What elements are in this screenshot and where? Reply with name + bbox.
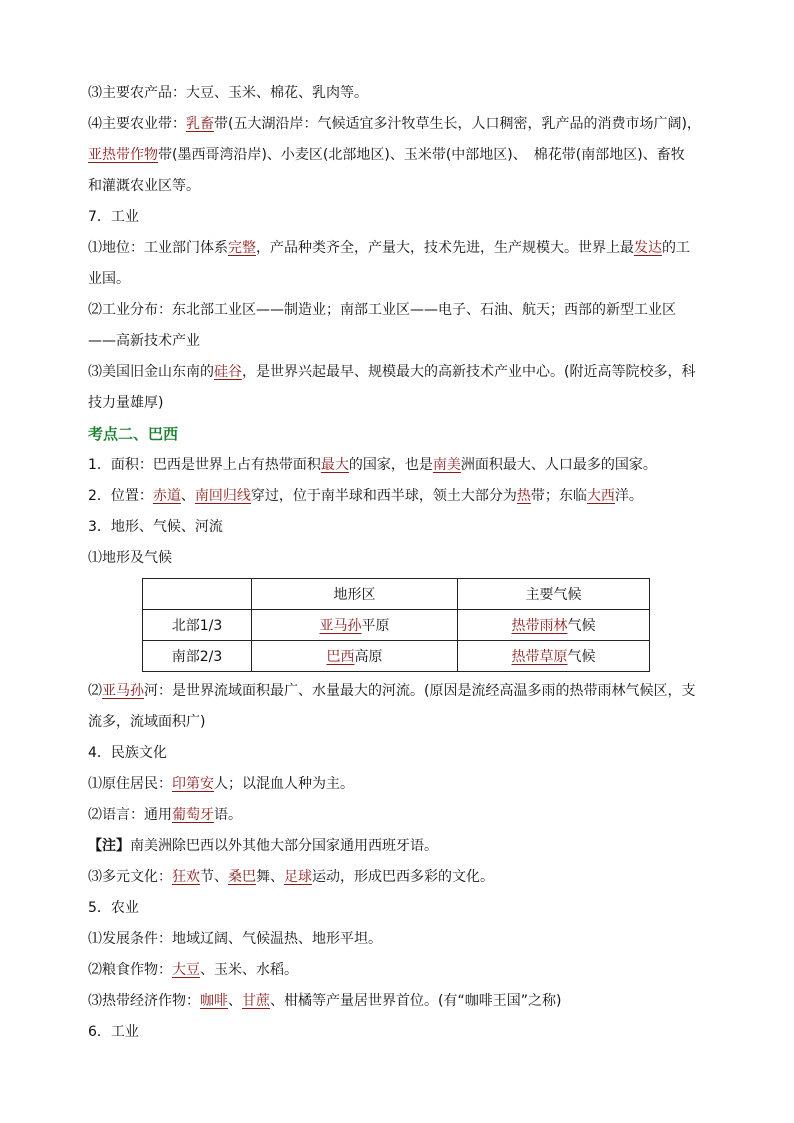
text-segment: 语。 <box>214 807 242 823</box>
text-line <box>88 707 708 738</box>
text-line <box>88 831 708 862</box>
text-segment: 流多，流域面积广) <box>88 714 206 730</box>
underlined-answer: 印第安 <box>172 776 214 792</box>
text-segment: 运动，形成巴西多彩的文化。 <box>312 869 494 885</box>
text-segment: 北部1/3 <box>171 618 223 634</box>
underlined-answer: 桑巴 <box>228 869 256 885</box>
table-header-row <box>143 579 650 610</box>
text-segment: 、柑橘等产量居世界首位。(有“咖啡王国”之称) <box>270 993 562 1009</box>
text-line <box>88 388 708 419</box>
text-segment: ⑷主要农业带： <box>88 116 186 132</box>
table-header-cell: 地形区 <box>252 579 458 610</box>
text-segment: 带(墨西哥湾沿岸)、小麦区(北部地区)、玉米带(中部地区)、 棉花带(南部地区)、畜牧 <box>158 147 685 163</box>
text-line <box>88 109 708 140</box>
text-segment: 舞、 <box>256 869 284 885</box>
text-segment: 带(五大湖沿岸：气候适宜多汁牧草生长，人口稠密，乳产品的消费市场广阔)， <box>214 116 701 132</box>
table-cell <box>458 641 650 672</box>
text-line <box>88 676 708 707</box>
underlined-answer: 葡萄牙 <box>172 807 214 823</box>
underlined-answer: 大西 <box>586 488 615 504</box>
text-segment: ⑴地形及气候 <box>88 550 172 566</box>
terrain-climate-table <box>142 578 650 672</box>
text-line <box>88 893 708 924</box>
text-segment: 、玉米、水稻。 <box>200 962 298 978</box>
underlined-answer: 南回归线 <box>194 488 251 504</box>
text-line <box>88 295 708 326</box>
underlined-answer: 热带雨林 <box>511 618 568 634</box>
underlined-answer: 乳畜 <box>186 116 214 132</box>
text-segment: 南部2/3 <box>171 649 223 665</box>
table-cell <box>143 610 252 641</box>
text-segment: ——高新技术产业 <box>88 333 200 349</box>
text-line <box>88 450 708 481</box>
text-segment: 的工 <box>662 240 690 256</box>
note-label: 【注】 <box>88 838 130 854</box>
text-segment: 、 <box>180 488 195 504</box>
text-segment: ⑴原住居民： <box>88 776 172 792</box>
text-block-bottom <box>88 676 708 1048</box>
table-header-cell <box>143 579 252 610</box>
underlined-answer: 甘蔗 <box>242 993 270 1009</box>
text-line <box>88 264 708 295</box>
section-heading <box>88 419 708 450</box>
text-segment: 节、 <box>200 869 228 885</box>
underlined-answer: 硅谷 <box>214 364 242 380</box>
text-segment: ⑵ <box>88 683 102 699</box>
underlined-answer: 南美 <box>432 457 461 473</box>
text-line <box>88 738 708 769</box>
text-segment: ⑵语言：通用 <box>88 807 172 823</box>
underlined-answer: 最大 <box>320 457 349 473</box>
text-line <box>88 78 708 109</box>
text-segment: ⑶美国旧金山东南的 <box>88 364 214 380</box>
text-segment: ⑴地位：工业部门体系 <box>88 240 228 256</box>
text-segment: ⑶多元文化： <box>88 869 172 885</box>
text-line <box>88 769 708 800</box>
text-segment: 洋。 <box>614 488 643 504</box>
text-segment: 3．地形、气候、河流 <box>88 519 223 535</box>
text-segment: ，产品种类齐全，产量大，技术先进，生产规模大。世界上最 <box>256 240 634 256</box>
text-segment: ，是世界兴起最早、规模最大的高新技术产业中心。(附近高等院校多，科 <box>242 364 696 380</box>
underlined-answer: 发达 <box>634 240 662 256</box>
text-segment: 5．农业 <box>88 900 139 916</box>
text-line <box>88 357 708 388</box>
text-segment: ⑶热带经济作物： <box>88 993 200 1009</box>
text-line <box>88 543 708 574</box>
text-segment: 业国。 <box>88 271 130 287</box>
text-line <box>88 233 708 264</box>
text-line <box>88 171 708 202</box>
text-segment: 气候 <box>567 649 596 665</box>
text-segment: 人；以混血人种为主。 <box>214 776 354 792</box>
text-segment: 技力量雄厚) <box>88 395 164 411</box>
table-row <box>143 610 650 641</box>
text-segment: 平原 <box>361 618 390 634</box>
text-segment: 的国家，也是 <box>348 457 433 473</box>
text-segment: 1．面积：巴西是世界上占有热带面积 <box>88 457 321 473</box>
text-segment: ⑴发展条件：地域辽阔、气候温热、地形平坦。 <box>88 931 382 947</box>
text-line <box>88 986 708 1017</box>
text-line <box>88 955 708 986</box>
text-segment: 6．工业 <box>88 1024 139 1040</box>
text-line <box>88 924 708 955</box>
text-line <box>88 800 708 831</box>
document-page <box>88 78 708 1048</box>
text-segment: 河：是世界流域面积最广、水量最大的河流。(原因是流经高温多雨的热带雨林气候区，支 <box>144 683 696 699</box>
text-segment: 考点二、巴西 <box>88 425 179 443</box>
text-segment: ⑶主要农产品：大豆、玉米、棉花、乳肉等。 <box>88 85 368 101</box>
text-block-top <box>88 78 708 574</box>
text-segment: 南美洲除巴西以外其他大部分国家通用西班牙语。 <box>130 838 438 854</box>
table-cell <box>252 641 458 672</box>
underlined-answer: 热带草原 <box>511 649 568 665</box>
text-line <box>88 202 708 233</box>
underlined-answer: 赤道 <box>152 488 181 504</box>
underlined-answer: 完整 <box>228 240 256 256</box>
table-cell <box>458 610 650 641</box>
underlined-answer: 大豆 <box>172 962 200 978</box>
text-line <box>88 862 708 893</box>
text-line <box>88 512 708 543</box>
underlined-answer: 亚马孙 <box>319 618 362 634</box>
text-line <box>88 140 708 171</box>
text-segment: ⑵工业分布：东北部工业区——制造业；南部工业区——电子、石油、航天；西部的新型工业区 <box>88 302 676 318</box>
text-segment: 洲面积最大、人口最多的国家。 <box>460 457 657 473</box>
underlined-answer: 咖啡 <box>200 993 228 1009</box>
text-segment: 穿过，位于南半球和西半球，领土大部分为 <box>250 488 517 504</box>
text-segment: 气候 <box>567 618 596 634</box>
table-header-cell: 主要气候 <box>458 579 650 610</box>
text-line <box>88 481 708 512</box>
underlined-answer: 狂欢 <box>172 869 200 885</box>
text-segment: 2．位置： <box>88 488 153 504</box>
text-segment: 、 <box>228 993 242 1009</box>
underlined-answer: 亚热带作物 <box>88 147 158 163</box>
underlined-answer: 足球 <box>284 869 312 885</box>
underlined-answer: 亚马孙 <box>102 683 144 699</box>
text-segment: 4．民族文化 <box>88 745 167 761</box>
table-cell <box>252 610 458 641</box>
text-segment: 7．工业 <box>88 209 139 225</box>
text-segment: 高原 <box>354 649 383 665</box>
text-segment: 带；东临 <box>530 488 587 504</box>
table-cell <box>143 641 252 672</box>
underlined-answer: 热 <box>516 488 531 504</box>
text-segment: 和灌溉农业区等。 <box>88 178 200 194</box>
table-row <box>143 641 650 672</box>
text-segment: ⑵粮食作物： <box>88 962 172 978</box>
underlined-answer: 巴西 <box>326 649 355 665</box>
text-line <box>88 326 708 357</box>
text-line <box>88 1017 708 1048</box>
